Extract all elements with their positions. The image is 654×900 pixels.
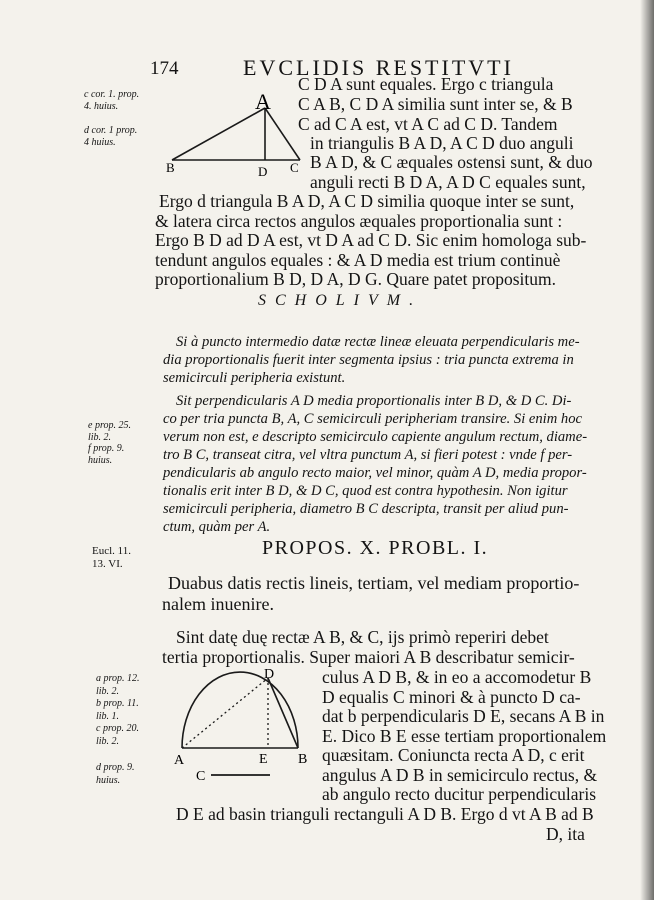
text-line: anguli recti B D A, A D C equales sunt,: [310, 172, 586, 192]
text-line: C A B, C D A similia sunt inter se, & B: [298, 94, 573, 114]
margin-note-line: a prop. 12.: [96, 673, 140, 684]
scholium-line: semicirculi peripheria, diametro B C descripta, transit per aliud pun-: [163, 501, 569, 517]
margin-note-line: 4. huius.: [84, 100, 119, 112]
margin-note-line: 13. VI.: [92, 558, 123, 570]
fig1-label-b: B: [166, 160, 175, 175]
proof-line: tertia proportionalis. Super maiori A B describatur semicir-: [162, 647, 575, 667]
margin-note-line: f prop. 9.: [88, 443, 125, 454]
text-line: C D A sunt equales. Ergo c triangula: [298, 74, 554, 94]
proposition-heading: PROPOS. X. PROBL. I.: [262, 537, 489, 559]
scholium-heading: SCHOLIVM.: [258, 292, 423, 309]
margin-note-line: lib. 2.: [96, 735, 120, 747]
scholium-line: co per tria puncta B, A, C semicirculi peripheriam transire. Si enim hoc: [163, 411, 582, 427]
margin-note-line: 4 huius.: [84, 136, 116, 148]
proof-line: D, ita: [546, 824, 585, 844]
margin-note-line: lib. 1.: [96, 710, 120, 722]
text-line: tendunt angulos equales : & A D media est trium continuè: [155, 250, 561, 270]
proof-line: ab angulo recto ducitur perpendicularis: [322, 784, 597, 804]
text-line: Ergo d triangula B A D, A C D similia quoque inter se sunt,: [159, 191, 575, 211]
margin-note-line: lib. 2.: [96, 685, 120, 697]
page-number: 174: [150, 58, 179, 79]
proof-line: D equalis C minori & à puncto D ca-: [322, 687, 581, 707]
fig2-label-d: D: [264, 667, 275, 682]
scholium-line: pendicularis ab angulo recto maior, vel minor, quàm A D, media propor-: [163, 465, 587, 481]
proof-line: E. Dico B E esse tertiam proportionalem: [322, 726, 607, 746]
margin-note-line: c prop. 20.: [96, 723, 139, 734]
proof-line: dat b perpendicularis D E, secans A B in: [322, 706, 605, 726]
text-line: proportionalium B D, D A, D G. Quare patet propositum.: [155, 269, 556, 289]
proof-line: angulus A D B in semicirculo rectus, &: [322, 765, 598, 785]
fig1-label-a: A: [255, 89, 271, 114]
fig2-label-e: E: [259, 752, 268, 767]
margin-note-line: b prop. 11.: [96, 698, 139, 709]
text-line: Ergo B D ad D A est, vt D A ad C D. Sic enim homologa sub-: [155, 230, 587, 250]
fig2-label-b: B: [298, 752, 308, 767]
proof-line: D E ad basin trianguli rectanguli A D B. Ergo d vt A B ad B: [176, 804, 594, 824]
scholium-line: tro B C, transeat citra, vel vltra punctum A, si fieri potest : vnde f per-: [163, 447, 573, 463]
text-line: & latera circa rectos angulos æquales proportionalia sunt :: [155, 211, 563, 231]
fig1-label-c: C: [290, 160, 299, 175]
margin-note-line: c cor. 1. prop.: [84, 89, 140, 100]
margin-note-line: d cor. 1 prop.: [84, 125, 138, 136]
scholium-line: verum non est, e descripto semicirculo capiente angulum rectum, diame-: [163, 429, 588, 445]
scholium-line: ctum, quàm per A.: [163, 519, 271, 535]
enunciation-line: nalem inuenire.: [162, 594, 274, 614]
scholium-line: semicirculi peripheria existunt.: [163, 370, 346, 386]
running-head: EVCLIDIS RESTITVTI: [243, 55, 514, 80]
scholium-line: dia proportionalis fuerit inter segmenta ipsius : tria puncta extrema in: [163, 352, 574, 368]
page-edge-shadow: [640, 0, 654, 900]
margin-note-line: e prop. 25.: [88, 420, 131, 431]
scholium-line: Sit perpendicularis A D media proportionalis inter B D, & D C. Di-: [176, 393, 572, 409]
fig2-label-c: C: [196, 769, 206, 784]
proof-line: quæsitam. Coniuncta recta A D, c erit: [322, 745, 585, 765]
proof-line: culus A D B, & in eo a accomodetur B: [322, 667, 592, 687]
margin-note-line: lib. 2.: [88, 431, 112, 443]
text-line: in triangulis B A D, A C D duo anguli: [310, 133, 574, 153]
fig1-label-d: D: [258, 164, 268, 179]
scholium-line: tionalis erit inter B D, & D C, quod est contra hypothesin. Non igitur: [163, 483, 568, 499]
fig2-label-a: A: [174, 753, 185, 768]
margin-note-line: huius.: [96, 774, 121, 786]
margin-note-line: d prop. 9.: [96, 762, 135, 773]
proof-line: Sint datę duę rectæ A B, & C, ijs primò reperiri debet: [176, 627, 549, 647]
scholium-line: Si à puncto intermedio datæ rectæ lineæ eleuata perpendicularis me-: [176, 334, 580, 350]
enunciation-line: Duabus datis rectis lineis, tertiam, vel mediam proportio-: [168, 573, 580, 593]
margin-note-line: huius.: [88, 454, 113, 466]
text-line: B A D, & C æquales ostensi sunt, & duo: [310, 152, 593, 172]
text-line: C ad C A est, vt A C ad C D. Tandem: [298, 114, 558, 134]
margin-note-line: Eucl. 11.: [92, 545, 131, 557]
